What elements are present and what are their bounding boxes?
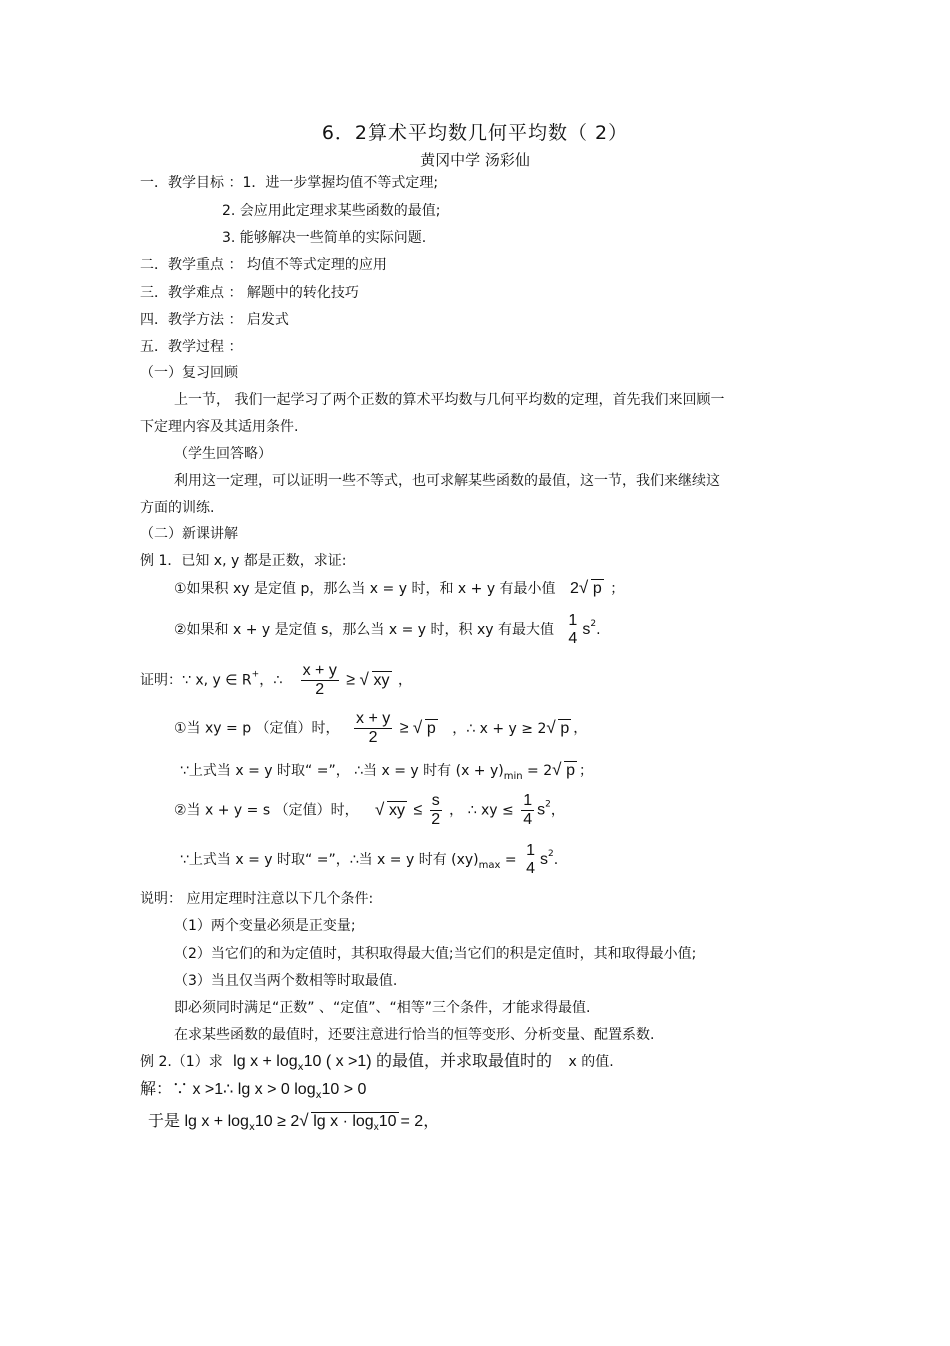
objectives-line-3: 3. 能够解决一些简单的实际问题. [222, 230, 427, 246]
proof-line-2: ①当 xy = p （定值）时， $\frac{x + y}{2}$ ≥ √ p ，∴ x + y ≥ 2√ p ， [174, 710, 587, 747]
example-1-part-2-text: ②如果和 x + y 是定值 s，那么当 x = y 时，积 xy 有最大值 [174, 622, 554, 638]
min-value-expr: 2√ p [570, 580, 610, 597]
sqrt-symbol: √ p [413, 720, 440, 738]
example-1-part-1-text: ①如果积 xy 是定值 p，那么当 x = y 时，和 x + y 有最小值 [174, 581, 556, 597]
author-line: 黄冈中学 汤彩仙 [420, 151, 530, 169]
page-title: 6．2算术平均数几何平均数（ 2） [321, 122, 629, 144]
method-line: 四．教学方法 ： 启发式 [140, 312, 289, 328]
proof-line-1: 证明：∵ x, y ∈ R+，∴ $\frac{x + y}{2}$ ≥ √ xy ， [140, 662, 412, 699]
note-5: 在求某些函数的最值时，还要注意进行恰当的恒等变形、分析变量、配置系数. [174, 1027, 655, 1043]
objectives-line-1: 一．教学目标 ：1．进一步掌握均值不等式定理; [140, 175, 439, 191]
sqrt-symbol: √ $\lg x \cdot \log_x10$ [299, 1113, 400, 1137]
review-paragraph-3b: 方面的训练. [140, 500, 215, 516]
sqrt-symbol: √ xy [375, 802, 409, 820]
fraction-one-quarter: 1 4 [526, 842, 535, 877]
note-2: （2）当它们的和为定值时，其积取得最大值;当它们的积是定值时，其和取得最小值; [174, 946, 697, 962]
difficulty-line: 三．教学难点 ： 解题中的转化技巧 [140, 285, 359, 301]
note-4: 即必须同时满足“正数” 、“定值”、“相等”三个条件，才能求得最值. [174, 1000, 591, 1016]
sqrt-symbol: √ p [552, 762, 579, 780]
sqrt-symbol: √ xy [360, 672, 394, 690]
note-3: （3）当且仅当两个数相等时取最值. [174, 973, 398, 989]
example-1-part-2: ②如果和 x + y 是定值 s，那么当 x = y 时，积 xy 有最大值 1 4 $s^2$. [174, 612, 601, 647]
process-line: 五．教学过程 ： [140, 339, 243, 355]
fraction-one-quarter: 1 4 [568, 612, 578, 647]
sqrt-symbol: √ p [546, 720, 573, 738]
fraction-one-quarter: $\frac{1}{4}$ [523, 792, 533, 828]
fraction-s-over-2: $\frac{s}{2}$ [431, 792, 441, 828]
review-heading: （一）复习回顾 [140, 365, 238, 381]
review-paragraph-1a: 上一节， 我们一起学习了两个正数的算术平均数与几何平均数的定理，首先我们来回顾一 [174, 392, 725, 408]
notes-heading: 说明： 应用定理时注意以下几个条件: [140, 891, 374, 907]
review-paragraph-3a: 利用这一定理，可以证明一些不等式，也可求解某些函数的最值，这一节，我们来继续这 [174, 473, 720, 489]
fraction-x-plus-y-over-2: $\frac{x + y}{2}$ [356, 710, 391, 746]
key-point-line: 二．教学重点 ： 均值不等式定理的应用 [140, 257, 387, 273]
note-1: （1）两个变量必须是正变量; [174, 918, 356, 934]
review-paragraph-1b: 下定理内容及其适用条件. [140, 419, 299, 435]
objectives-line-2: 2. 会应用此定理求某些函数的最值; [222, 203, 441, 219]
lecture-heading: （二）新课讲解 [140, 526, 238, 542]
proof-line-5: ∵上式当 x = y 时取“ =”，∴当 x = y 时有 $(xy)_{max}$ = 1 4 $s^2$. [180, 842, 559, 877]
example-2-solution-line-2: 于是 $\lg x + \log_x10 \ge 2√$ $\lg x \cdot \log_x10 = 2$， [148, 1113, 439, 1137]
example-1-part-1: ①如果积 xy 是定值 p，那么当 x = y 时，和 x + y 有最小值 2√ p ； [174, 580, 624, 598]
review-paragraph-2: （学生回答略） [174, 446, 272, 462]
proof-line-4: ②当 x + y = s （定值）时， √ xy ≤ $\frac{s}{2}$ ， ∴ xy ≤ $\frac{1}{4}$ $s^2$， [174, 792, 565, 829]
proof-line-3: ∵上式当 x = y 时取“ =”， ∴当 x = y 时有 $(x + y)_{min} = 2√$ p ； [180, 762, 593, 786]
example-1-statement: 例 1．已知 x, y 都是正数，求证: [140, 553, 347, 569]
example-2-question: 例 2.（1）求 $\lg x + \log_x10$ ( x >1) 的最值，并求取最值时的 x 的值. [140, 1053, 614, 1073]
fraction-x-plus-y-over-2: $\frac{x + y}{2}$ [302, 662, 337, 698]
example-2-solution-line-1: 解：∵ x >1∴ lg x > 0 $\log_x10 > 0$ [140, 1081, 367, 1101]
sqrt-symbol: √ p [579, 580, 606, 598]
